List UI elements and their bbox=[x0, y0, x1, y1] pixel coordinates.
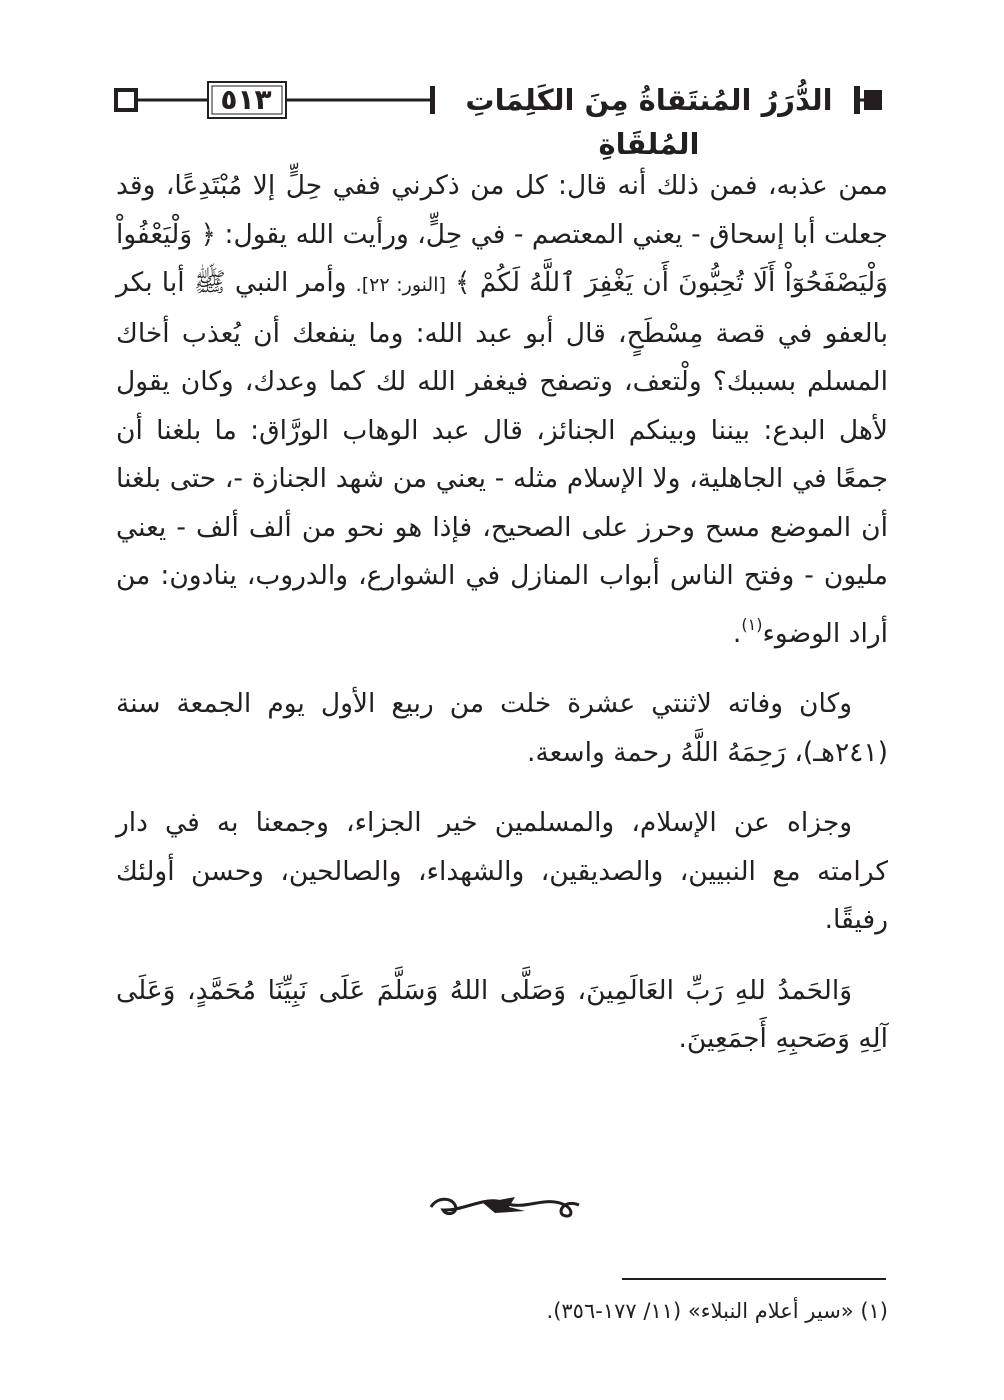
page-number: ٥١٣ bbox=[220, 83, 272, 116]
end-of-chapter-ornament bbox=[425, 1185, 585, 1225]
verse-citation: [النور: ٢٢]. bbox=[355, 274, 446, 296]
text-line: الناس أبواب المنازل في الشوارع، والدروب، ينادون: من أراد bbox=[116, 560, 888, 649]
text-line: ممن عذبه، فمن ذلك أنه قال: كل من ذكرني ففي حِلٍّ إلا مُبْتَدِعًا، bbox=[165, 170, 888, 201]
footnote-marker: (١) bbox=[741, 614, 763, 634]
footnote-divider bbox=[622, 1278, 886, 1280]
footnote: (١) «سير أعلام النبلاء» (١١/ ١٧٧-٣٥٦). bbox=[546, 1299, 888, 1323]
square-bullet-icon bbox=[116, 90, 136, 110]
text-line: وأمر bbox=[297, 267, 347, 298]
text-line: مثله - يعني من شهد الجنازة -، حتى بلغنا أن الموضع مسح وحرز bbox=[116, 463, 888, 543]
text-line: وقد جعلت أبا إسحاق - يعني المعتصم - في حِلٍّ، ورأيت الله bbox=[116, 170, 889, 250]
paragraph-4-closing-prayer: وَالحَمدُ للهِ رَبِّ العَالَمِينَ، وَصَلَّى اللهُ وَسَلَّمَ عَلَى نَبِيِّنَا مُحَمَّدٍ، وَعَلَى آلِهِ وَصَحبِهِ أَجمَعِينَ. bbox=[116, 974, 888, 1054]
text-line: على الصحيح، فإذا هو نحو من ألف ألف - يعني مليون - وفتح bbox=[116, 511, 888, 591]
page-header bbox=[112, 76, 884, 161]
text-line: لك كما وعدك، وكان يقول لأهل البدع: بيننا وبينكم الجنائز، قال bbox=[116, 366, 888, 446]
text-line: يقول: bbox=[224, 218, 288, 250]
paragraph-1: ممن عذبه، فمن ذلك أنه قال: كل من ذكرني ففي حِلٍّ إلا مُبْتَدِعًا، وقد جعلت أبا إسحاق - يعني المعتصم - في حِلٍّ، ورأيت الله يقول: ﴿ وَلْيَعْفُواْ وَلْيَصْفَحُوٓاْ أَلَا تُحِبُّونَ أَن يَغْفِرَ ٱللَّهُ لَكُمْ ﴾ [النور: ٢٢]. وأمر النبي ﷺ أبا بكر بالعفو في قصة مِسْطَحٍ، قال أبو عبد الله: وما ينفعك أن يُعذب أخاك المسلم بسببك؟ ولْتعف، وتصفح فيغفر الله لك كما وعدك، وكان يقول لأهل البدع: بيننا وبينكم الجنائز، قال عبد الوهاب الورَّاق: ما بلغنا أن جمعًا في الجاهلية، ولا الإسلام مثله - يعني من شهد الجنازة -، حتى بلغنا أن الموضع مسح وحرز على الصحيح، فإذا هو نحو من ألف ألف - يعني مليون - وفتح الناس أبواب المنازل في الشوارع، والدروب، ينادون: من أراد الوضوء$^{(١)}$. bbox=[116, 170, 889, 649]
running-title: الدُّرَرُ المُنتَقاةُ مِنَ الكَلِمَاتِ المُلقَاةِ bbox=[465, 83, 833, 161]
text-line: الوضوء bbox=[762, 617, 841, 649]
paragraph-2: وكان وفاته لاثنتي عشرة خلت من ربيع الأول يوم الجمعة سنة (٢٤١هـ)، رَحِمَهُ اللَّهُ رحمة واسعة. bbox=[116, 688, 888, 768]
text-line: عبد الوهاب الورَّاق: ما بلغنا أن جمعًا في الجاهلية، ولا الإسلام bbox=[116, 414, 888, 494]
paragraph-3: وجزاه عن الإسلام، والمسلمين خير الجزاء، وجمعنا به في دار كرامته مع النبيين، والصديقين، والشهداء، والصالحين، وحسن أولئك رفيقًا. bbox=[116, 807, 888, 935]
text-line: ينفعك أن يُعذب أخاك المسلم بسببك؟ ولْتعف، وتصفح فيغفر الله bbox=[116, 317, 888, 397]
quran-verse: ﴿ وَلْيَعْفُواْ وَلْيَصْفَحُوٓاْ أَلَا تُحِبُّونَ أَن يَغْفِرَ ٱللَّهُ لَكُمْ ﴾ bbox=[116, 218, 888, 298]
text-line: النبي ﷺ أبا بكر بالعفو في قصة مِسْطَحٍ، قال أبو عبد الله: وما bbox=[116, 267, 888, 349]
square-bullet-icon bbox=[864, 90, 882, 110]
main-text bbox=[116, 162, 888, 1064]
